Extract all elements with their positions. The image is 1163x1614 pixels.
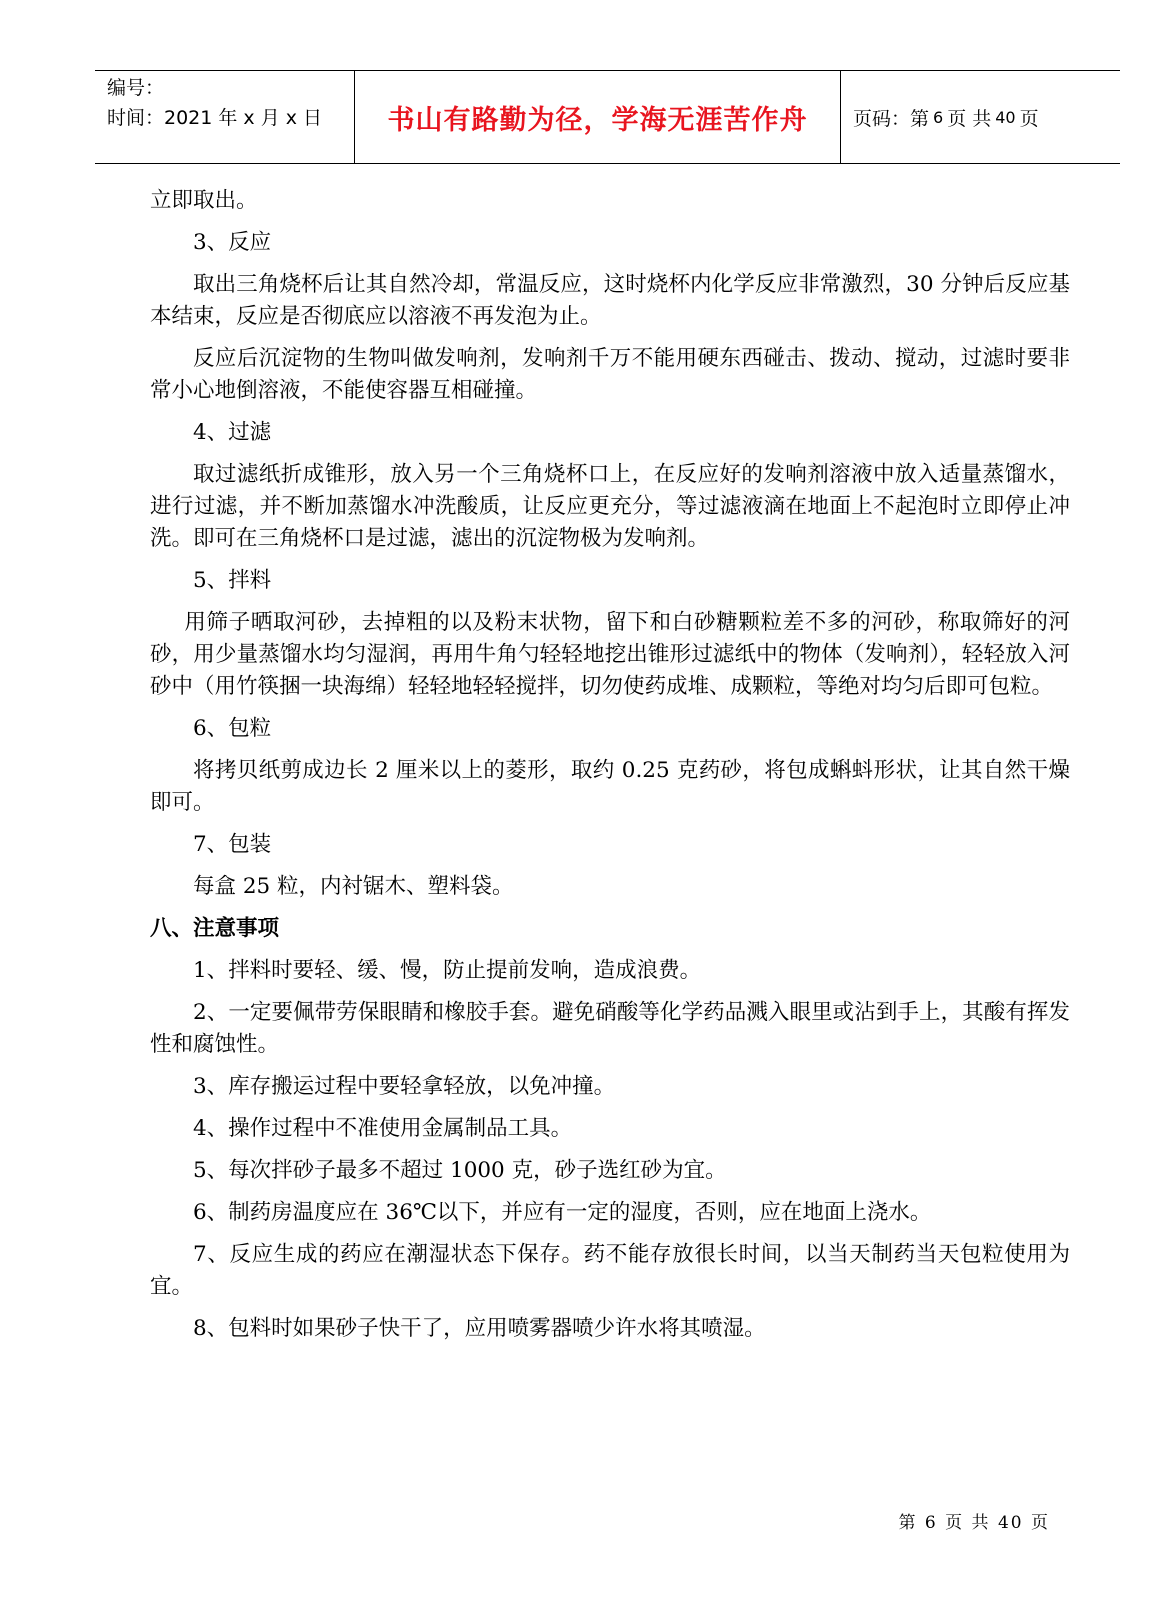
paragraph: 取出三角烧杯后让其自然冷却，常温反应，这时烧杯内化学反应非常激烈，30 分钟后反应基本结束，反应是否彻底应以溶液不再发泡为止。 [150, 272, 1070, 329]
page-middle: 页 共 [947, 107, 992, 130]
note-item: 3、库存搬运过程中要轻拿轻放，以免冲撞。 [193, 1074, 616, 1099]
page-footer: 第 6 页 共 40 页 [898, 1513, 1050, 1533]
header-motto: 书山有路勤为径，学海无涯苦作舟 [355, 71, 841, 163]
paragraph: 将拷贝纸剪成边长 2 厘米以上的菱形，取约 0.25 克药砂，将包成蝌蚪形状，让其自然干燥即可。 [150, 758, 1070, 815]
paragraph: 取过滤纸折成锥形，放入另一个三角烧杯口上，在反应好的发响剂溶液中放入适量蒸馏水，进行过滤，并不断加蒸馏水冲洗酸质，让反应更充分，等过滤液滴在地面上不起泡时立即停止冲洗。即可在三角烧杯口是过滤，滤出的沉淀物极为发响剂。 [150, 462, 1070, 551]
step-heading: 7、包装 [193, 832, 272, 857]
page-prefix: 页码：第 [853, 107, 930, 130]
note-item: 2、一定要佩带劳保眼睛和橡胶手套。避免硝酸等化学药品溅入眼里或沾到手上，其酸有挥发性和腐蚀性。 [150, 1000, 1070, 1057]
document-body [150, 185, 1070, 1355]
note-item: 4、操作过程中不准使用金属制品工具。 [193, 1116, 573, 1141]
step-heading: 3、反应 [193, 230, 272, 255]
header-meta [95, 71, 355, 163]
note-item: 5、每次拌砂子最多不超过 1000 克，砂子选红砂为宜。 [193, 1158, 727, 1183]
note-item: 6、制药房温度应在 36℃以下，并应有一定的湿度，否则，应在地面上浇水。 [193, 1200, 932, 1225]
step-heading: 6、包粒 [193, 716, 272, 741]
paragraph: 反应后沉淀物的生物叫做发响剂，发响剂千万不能用硬东西碰击、拨动、搅动，过滤时要非常小心地倒溶液，不能使容器互相碰撞。 [150, 346, 1070, 403]
paragraph: 立即取出。 [150, 188, 258, 213]
step-heading: 4、过滤 [193, 420, 272, 445]
number-label: 编号： [107, 77, 165, 99]
note-item: 8、包料时如果砂子快干了，应用喷雾器喷少许水将其喷湿。 [193, 1316, 766, 1341]
note-item: 7、反应生成的药应在潮湿状态下保存。药不能存放很长时间，以当天制药当天包粒使用为宜。 [150, 1242, 1070, 1299]
page-total: 40 [995, 107, 1016, 127]
header-page-indicator [841, 71, 1120, 163]
paragraph: 用筛子晒取河砂，去掉粗的以及粉末状物，留下和白砂糖颗粒差不多的河砂，称取筛好的河砂，用少量蒸馏水均匀湿润，再用牛角勺轻轻地挖出锥形过滤纸中的物体（发响剂），轻轻放入河砂中（用竹筷捆一块海绵）轻轻地轻轻搅拌，切勿使药成堆、成颗粒，等绝对均匀后即可包粒。 [150, 610, 1070, 699]
note-item: 1、拌料时要轻、缓、慢，防止提前发响，造成浪费。 [193, 958, 702, 983]
paragraph: 每盒 25 粒，内衬锯木、塑料袋。 [193, 874, 514, 899]
page-suffix: 页 [1019, 107, 1039, 130]
step-heading: 5、拌料 [193, 568, 272, 593]
section-heading: 八、注意事项 [150, 916, 280, 941]
page-header [95, 70, 1120, 164]
time-label: 时间：2021 年 x 月 x 日 [107, 107, 323, 129]
page-current: 6 [933, 107, 944, 127]
